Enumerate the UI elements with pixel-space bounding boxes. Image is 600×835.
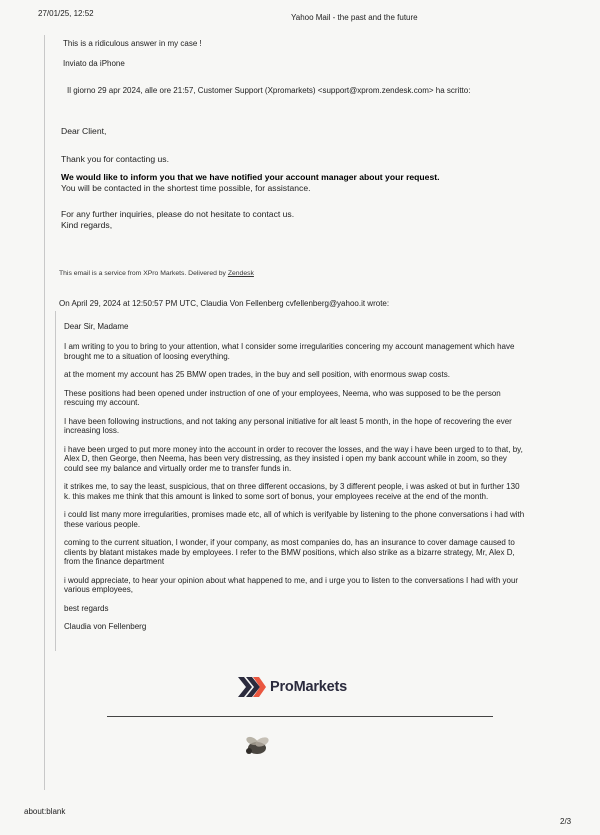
service-note	[59, 270, 254, 277]
reply-line-1: This is a ridiculous answer in my case !	[63, 39, 202, 48]
paragraph-line: it strikes me, to say the least, suspicious, that on three different occasions, by 3 different people, i was asked ot but in further 130	[64, 482, 520, 491]
support-regards: Kind regards,	[61, 220, 113, 230]
paragraph	[64, 576, 544, 595]
divider	[107, 716, 493, 717]
original-body	[64, 342, 544, 632]
support-contact-line: You will be contacted in the shortest time possible, for assistance.	[61, 183, 311, 193]
paragraph-line: rescuing my account.	[64, 398, 140, 407]
paragraph-line: from the finance department	[64, 557, 165, 566]
reply-line-2: Inviato da iPhone	[63, 59, 125, 68]
closing: best regards	[64, 603, 109, 613]
scan-speck-icon	[243, 733, 273, 759]
paragraph-line: i have been urged to put more money into the account in order to recover the losses, and the way i have been urged to to that, by,	[64, 444, 523, 454]
service-note-text: This email is a service from XPro Markets. Delivered by	[59, 270, 228, 277]
support-further: For any further inquiries, please do not hesitate to contact us.	[61, 209, 295, 219]
paragraph-line: i could list many more irregularities, promises made etc, all of which is verifyable by listening to the phone conversations i had with	[64, 510, 525, 519]
paragraph-line: I am writing to you to bring to your attention, what I consider some irregularities concering my account management which have	[64, 342, 515, 351]
paragraph	[64, 482, 544, 501]
print-url: about:blank	[24, 807, 66, 816]
paragraph	[64, 417, 544, 436]
paragraph	[64, 370, 544, 380]
paragraph-line: could see my balance and virtually order me to transfer funds in.	[64, 463, 292, 473]
promarkets-mark-icon	[237, 676, 267, 698]
paragraph	[64, 538, 544, 567]
print-datetime: 27/01/25, 12:52	[38, 9, 94, 18]
support-bold-line: We would like to inform you that we have notified your account manager about your request.	[61, 172, 440, 182]
quote-bar	[44, 35, 45, 790]
paragraph-line: various employees,	[64, 585, 133, 594]
original-greeting: Dear Sir, Madame	[64, 322, 129, 331]
paragraph-line: I have been following instructions, and not taking any personal initiative for alt least 5 month, in the hope of recovering the ever	[64, 416, 512, 426]
paragraph-line: i would appreciate, to hear your opinion about what happened to me, and i urge you to listen to the conversations I had with your	[64, 575, 519, 585]
print-title: Yahoo Mail - the past and the future	[291, 13, 418, 22]
paragraph-line: clients by blatant mistakes made by employees. I refer to the BMW positions, which also strike as a bizarre strategy, Mr, Alex D,	[64, 547, 515, 557]
zendesk-link[interactable]: Zendesk	[227, 270, 254, 277]
quote-intro: Il giorno 29 apr 2024, alle ore 21:57, Customer Support (Xpromarkets) <support@xprom.zendesk.com> ha scritto:	[67, 86, 471, 95]
paragraph-line: these various people.	[64, 519, 141, 529]
paragraph-line: brought me to a situation of loosing everything.	[64, 351, 230, 361]
paragraph-line: coming to the current situation, I wonder, if your company, as most companies do, has an insurance to cover damage caused to	[64, 538, 515, 547]
paragraph-line: increasing loss.	[64, 426, 120, 435]
paragraph	[64, 510, 544, 529]
promarkets-logo	[237, 676, 347, 698]
signature: Claudia von Fellenberg	[64, 622, 147, 631]
paragraph	[64, 389, 544, 408]
paragraph-line: Alex D, then George, then Neema, has been very distressing, as they insisted i open my bank account while in zoom, so they	[64, 454, 507, 463]
inner-quote-bar	[55, 311, 56, 651]
support-thanks: Thank you for contacting us.	[61, 154, 169, 164]
print-page-number: 2/3	[560, 817, 572, 826]
original-intro: On April 29, 2024 at 12:50:57 PM UTC, Claudia Von Fellenberg cvfellenberg@yahoo.it wrote:	[59, 299, 390, 308]
paragraph-line: at the moment my account has 25 BMW open trades, in the buy and sell position, with enormous swap costs.	[64, 370, 450, 379]
paragraph	[64, 445, 544, 474]
paragraph-line: These positions had been opened under instruction of one of your employees, Neema, who was supposed to be the person	[64, 388, 501, 398]
paragraph-line: k. this makes me think that this amount is linked to some sort of bonus, your employees receive at the end of the month.	[64, 491, 489, 501]
support-greeting: Dear Client,	[61, 126, 107, 136]
paragraph	[64, 342, 544, 361]
logo-text: ProMarkets	[270, 679, 347, 695]
